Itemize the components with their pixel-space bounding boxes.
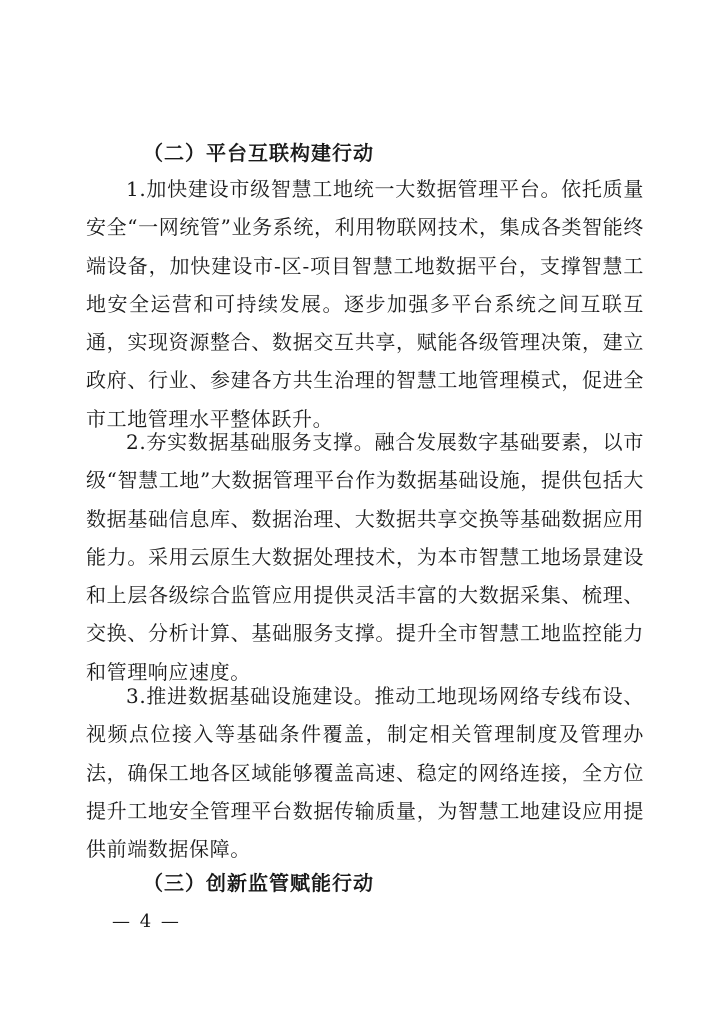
page-number: — 4 — — [112, 911, 181, 932]
paragraph-2-data-foundation: 2.夯实数据基础服务支撑。融合发展数字基础要素，以市级“智慧工地”大数据管理平台作为数据基础设施，提供包括大数据基础信息库、数据治理、大数据共享交换等基础数据应用能力。采用云原生大数据处理技术，为本市智慧工地场景建设和上层各级综合监管应用提供灵活丰富的大数据采集、梳理、交换、分析计算、基础服务支撑。提升全市智慧工地监控能力和管理响应速度。 — [86, 430, 644, 684]
paragraph-1-unified-platform: 1.加快建设市级智慧工地统一大数据管理平台。依托质量安全“一网统管”业务系统，利用物联网技术，集成各类智能终端设备，加快建设市-区-项目智慧工地数据平台，支撑智慧工地安全运营和可持续发展。逐步加强多平台系统之间互联互通，实现资源整合、数据交互共享，赋能各级管理决策，建立政府、行业、参建各方共生治理的智慧工地管理模式，促进全市工地管理水平整体跃升。 — [86, 177, 644, 431]
paragraph-3-data-infrastructure: 3.推进数据基础设施建设。推动工地现场网络专线布设、视频点位接入等基础条件覆盖，制定相关管理制度及管理办法，确保工地各区域能够覆盖高速、稳定的网络连接，全方位提升工地安全管理平台数据传输质量，为智慧工地建设应用提供前端数据保障。 — [86, 684, 644, 862]
section-heading-regulatory-innovation: （三）创新监管赋能行动 — [143, 871, 374, 895]
section-heading-platform-interconnection: （二）平台互联构建行动 — [143, 141, 374, 165]
